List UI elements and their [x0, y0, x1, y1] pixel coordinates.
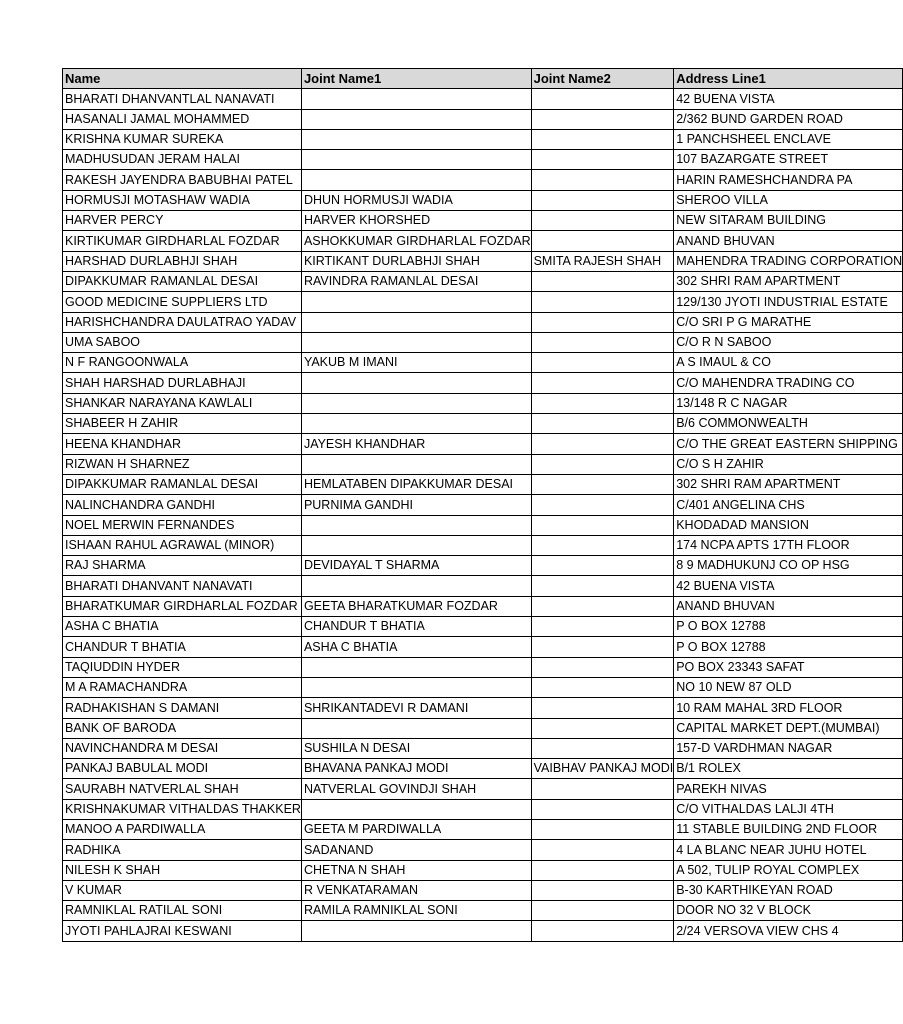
- cell-address-line1[interactable]: C/O S H ZAHIR: [674, 454, 903, 474]
- cell-name[interactable]: NALINCHANDRA GANDHI: [63, 495, 302, 515]
- cell-joint-name1[interactable]: [301, 414, 531, 434]
- cell-joint-name2[interactable]: [531, 819, 674, 839]
- spreadsheet-table: [62, 68, 903, 942]
- cell-joint-name2[interactable]: [531, 677, 674, 697]
- header-row: [63, 69, 903, 89]
- cell-address-line1[interactable]: C/O VITHALDAS LALJI 4TH: [674, 799, 903, 819]
- cell-joint-name1[interactable]: KIRTIKANT DURLABHJI SHAH: [301, 251, 531, 271]
- cell-joint-name1[interactable]: ASHOKKUMAR GIRDHARLAL FOZDAR: [301, 231, 531, 251]
- table-row: [63, 495, 903, 515]
- table-row: [63, 211, 903, 231]
- cell-name[interactable]: BHARATKUMAR GIRDHARLAL FOZDAR: [63, 596, 302, 616]
- cell-address-line1[interactable]: CAPITAL MARKET DEPT.(MUMBAI): [674, 718, 903, 738]
- cell-joint-name2[interactable]: VAIBHAV PANKAJ MODI: [531, 759, 674, 779]
- cell-joint-name2[interactable]: SMITA RAJESH SHAH: [531, 251, 674, 271]
- table-row: [63, 860, 903, 880]
- cell-joint-name1[interactable]: ASHA C BHATIA: [301, 637, 531, 657]
- cell-name[interactable]: MADHUSUDAN JERAM HALAI: [63, 150, 302, 170]
- cell-address-line1[interactable]: ANAND BHUVAN: [674, 231, 903, 251]
- cell-joint-name2[interactable]: [531, 738, 674, 758]
- table-body: [63, 89, 903, 941]
- cell-joint-name2[interactable]: [531, 657, 674, 677]
- cell-joint-name2[interactable]: [531, 312, 674, 332]
- cell-address-line1[interactable]: C/401 ANGELINA CHS: [674, 495, 903, 515]
- cell-address-line1[interactable]: 8 9 MADHUKUNJ CO OP HSG: [674, 556, 903, 576]
- cell-joint-name1[interactable]: [301, 150, 531, 170]
- cell-name[interactable]: MANOO A PARDIWALLA: [63, 819, 302, 839]
- cell-name[interactable]: RIZWAN H SHARNEZ: [63, 454, 302, 474]
- cell-joint-name1[interactable]: HEMLATABEN DIPAKKUMAR DESAI: [301, 474, 531, 494]
- cell-name[interactable]: CHANDUR T BHATIA: [63, 637, 302, 657]
- cell-name[interactable]: NILESH K SHAH: [63, 860, 302, 880]
- cell-name[interactable]: KRISHNAKUMAR VITHALDAS THAKKER: [63, 799, 302, 819]
- cell-address-line1[interactable]: 174 NCPA APTS 17TH FLOOR: [674, 535, 903, 555]
- cell-joint-name1[interactable]: [301, 170, 531, 190]
- cell-address-line1[interactable]: MAHENDRA TRADING CORPORATION: [674, 251, 903, 271]
- cell-joint-name2[interactable]: [531, 454, 674, 474]
- table-row: [63, 271, 903, 291]
- cell-joint-name2[interactable]: [531, 779, 674, 799]
- cell-address-line1[interactable]: 302 SHRI RAM APARTMENT: [674, 474, 903, 494]
- table-row: [63, 150, 903, 170]
- cell-name[interactable]: BANK OF BARODA: [63, 718, 302, 738]
- cell-joint-name2[interactable]: [531, 271, 674, 291]
- cell-name[interactable]: DIPAKKUMAR RAMANLAL DESAI: [63, 474, 302, 494]
- table-row: [63, 434, 903, 454]
- cell-joint-name2[interactable]: [531, 292, 674, 312]
- cell-joint-name2[interactable]: [531, 89, 674, 109]
- cell-joint-name2[interactable]: [531, 353, 674, 373]
- cell-joint-name1[interactable]: HARVER KHORSHED: [301, 211, 531, 231]
- cell-joint-name1[interactable]: [301, 576, 531, 596]
- cell-joint-name1[interactable]: [301, 332, 531, 352]
- cell-joint-name1[interactable]: RAMILA RAMNIKLAL SONI: [301, 901, 531, 921]
- table-row: [63, 901, 903, 921]
- cell-joint-name1[interactable]: [301, 657, 531, 677]
- cell-joint-name1[interactable]: CHETNA N SHAH: [301, 860, 531, 880]
- table-row: [63, 576, 903, 596]
- cell-name[interactable]: UMA SABOO: [63, 332, 302, 352]
- cell-joint-name1[interactable]: [301, 129, 531, 149]
- cell-joint-name2[interactable]: [531, 332, 674, 352]
- cell-joint-name1[interactable]: [301, 292, 531, 312]
- cell-name[interactable]: HASANALI JAMAL MOHAMMED: [63, 109, 302, 129]
- cell-joint-name2[interactable]: [531, 373, 674, 393]
- cell-joint-name2[interactable]: [531, 617, 674, 637]
- cell-joint-name2[interactable]: [531, 515, 674, 535]
- cell-address-line1[interactable]: ANAND BHUVAN: [674, 596, 903, 616]
- cell-name[interactable]: BHARATI DHANVANTLAL NANAVATI: [63, 89, 302, 109]
- cell-joint-name2[interactable]: [531, 880, 674, 900]
- cell-joint-name1[interactable]: [301, 312, 531, 332]
- cell-joint-name2[interactable]: [531, 109, 674, 129]
- cell-address-line1[interactable]: C/O R N SABOO: [674, 332, 903, 352]
- table-row: [63, 89, 903, 109]
- cell-name[interactable]: ASHA C BHATIA: [63, 617, 302, 637]
- table-row: [63, 840, 903, 860]
- cell-name[interactable]: NOEL MERWIN FERNANDES: [63, 515, 302, 535]
- table-row: [63, 414, 903, 434]
- cell-address-line1[interactable]: 10 RAM MAHAL 3RD FLOOR: [674, 698, 903, 718]
- table-row: [63, 677, 903, 697]
- cell-address-line1[interactable]: A 502, TULIP ROYAL COMPLEX: [674, 860, 903, 880]
- cell-joint-name1[interactable]: DHUN HORMUSJI WADIA: [301, 190, 531, 210]
- cell-joint-name2[interactable]: [531, 840, 674, 860]
- cell-name[interactable]: SAURABH NATVERLAL SHAH: [63, 779, 302, 799]
- table-row: [63, 596, 903, 616]
- table-row: [63, 698, 903, 718]
- cell-joint-name1[interactable]: [301, 677, 531, 697]
- cell-joint-name1[interactable]: [301, 89, 531, 109]
- cell-joint-name1[interactable]: [301, 515, 531, 535]
- cell-name[interactable]: N F RANGOONWALA: [63, 353, 302, 373]
- cell-joint-name2[interactable]: [531, 231, 674, 251]
- table-row: [63, 718, 903, 738]
- cell-joint-name1[interactable]: [301, 921, 531, 941]
- table-row: [63, 312, 903, 332]
- cell-joint-name2[interactable]: [531, 799, 674, 819]
- cell-joint-name2[interactable]: [531, 495, 674, 515]
- table-row: [63, 921, 903, 941]
- table-row: [63, 353, 903, 373]
- cell-joint-name1[interactable]: [301, 535, 531, 555]
- cell-joint-name1[interactable]: DEVIDAYAL T SHARMA: [301, 556, 531, 576]
- cell-joint-name2[interactable]: [531, 170, 674, 190]
- cell-joint-name1[interactable]: [301, 454, 531, 474]
- cell-address-line1[interactable]: C/O THE GREAT EASTERN SHIPPING: [674, 434, 903, 454]
- cell-address-line1[interactable]: A S IMAUL & CO: [674, 353, 903, 373]
- cell-joint-name1[interactable]: SHRIKANTADEVI R DAMANI: [301, 698, 531, 718]
- cell-name[interactable]: M A RAMACHANDRA: [63, 677, 302, 697]
- cell-joint-name1[interactable]: BHAVANA PANKAJ MODI: [301, 759, 531, 779]
- table-row: [63, 332, 903, 352]
- header-joint-name2[interactable]: Joint Name2: [531, 69, 674, 89]
- cell-joint-name2[interactable]: [531, 718, 674, 738]
- cell-name[interactable]: RAMNIKLAL RATILAL SONI: [63, 901, 302, 921]
- cell-name[interactable]: HORMUSJI MOTASHAW WADIA: [63, 190, 302, 210]
- cell-joint-name1[interactable]: CHANDUR T BHATIA: [301, 617, 531, 637]
- table-row: [63, 292, 903, 312]
- cell-address-line1[interactable]: B-30 KARTHIKEYAN ROAD: [674, 880, 903, 900]
- cell-joint-name1[interactable]: YAKUB M IMANI: [301, 353, 531, 373]
- cell-name[interactable]: PANKAJ BABULAL MODI: [63, 759, 302, 779]
- cell-address-line1[interactable]: P O BOX 12788: [674, 637, 903, 657]
- cell-joint-name2[interactable]: [531, 190, 674, 210]
- cell-address-line1[interactable]: 157-D VARDHMAN NAGAR: [674, 738, 903, 758]
- cell-joint-name2[interactable]: [531, 576, 674, 596]
- table-row: [63, 556, 903, 576]
- table-row: [63, 880, 903, 900]
- cell-joint-name1[interactable]: GEETA M PARDIWALLA: [301, 819, 531, 839]
- cell-joint-name1[interactable]: R VENKATARAMAN: [301, 880, 531, 900]
- cell-name[interactable]: KRISHNA KUMAR SUREKA: [63, 129, 302, 149]
- cell-address-line1[interactable]: NO 10 NEW 87 OLD: [674, 677, 903, 697]
- table-row: [63, 657, 903, 677]
- cell-name[interactable]: HARSHAD DURLABHJI SHAH: [63, 251, 302, 271]
- table-row: [63, 637, 903, 657]
- cell-name[interactable]: RAKESH JAYENDRA BABUBHAI PATEL: [63, 170, 302, 190]
- cell-joint-name1[interactable]: PURNIMA GANDHI: [301, 495, 531, 515]
- table-row: [63, 779, 903, 799]
- cell-address-line1[interactable]: C/O MAHENDRA TRADING CO: [674, 373, 903, 393]
- table-row: [63, 231, 903, 251]
- cell-joint-name2[interactable]: [531, 921, 674, 941]
- cell-joint-name1[interactable]: NATVERLAL GOVINDJI SHAH: [301, 779, 531, 799]
- cell-address-line1[interactable]: 302 SHRI RAM APARTMENT: [674, 271, 903, 291]
- cell-name[interactable]: BHARATI DHANVANT NANAVATI: [63, 576, 302, 596]
- table-row: [63, 474, 903, 494]
- cell-address-line1[interactable]: 1 PANCHSHEEL ENCLAVE: [674, 129, 903, 149]
- table-row: [63, 515, 903, 535]
- cell-address-line1[interactable]: B/6 COMMONWEALTH: [674, 414, 903, 434]
- table-row: [63, 738, 903, 758]
- cell-name[interactable]: RAJ SHARMA: [63, 556, 302, 576]
- cell-name[interactable]: GOOD MEDICINE SUPPLIERS LTD: [63, 292, 302, 312]
- cell-address-line1[interactable]: 13/148 R C NAGAR: [674, 393, 903, 413]
- cell-joint-name2[interactable]: [531, 637, 674, 657]
- cell-joint-name2[interactable]: [531, 474, 674, 494]
- cell-joint-name1[interactable]: [301, 393, 531, 413]
- cell-name[interactable]: ISHAAN RAHUL AGRAWAL (MINOR): [63, 535, 302, 555]
- cell-address-line1[interactable]: NEW SITARAM BUILDING: [674, 211, 903, 231]
- cell-address-line1[interactable]: 42 BUENA VISTA: [674, 576, 903, 596]
- cell-address-line1[interactable]: 42 BUENA VISTA: [674, 89, 903, 109]
- table-row: [63, 393, 903, 413]
- cell-joint-name1[interactable]: GEETA BHARATKUMAR FOZDAR: [301, 596, 531, 616]
- cell-joint-name2[interactable]: [531, 535, 674, 555]
- table-row: [63, 799, 903, 819]
- cell-name[interactable]: DIPAKKUMAR RAMANLAL DESAI: [63, 271, 302, 291]
- cell-address-line1[interactable]: P O BOX 12788: [674, 617, 903, 637]
- cell-name[interactable]: SHANKAR NARAYANA KAWLALI: [63, 393, 302, 413]
- header-joint-name1[interactable]: Joint Name1: [301, 69, 531, 89]
- cell-name[interactable]: RADHAKISHAN S DAMANI: [63, 698, 302, 718]
- cell-joint-name1[interactable]: SUSHILA N DESAI: [301, 738, 531, 758]
- cell-address-line1[interactable]: 107 BAZARGATE STREET: [674, 150, 903, 170]
- table-row: [63, 819, 903, 839]
- cell-joint-name2[interactable]: [531, 556, 674, 576]
- table-row: [63, 759, 903, 779]
- cell-name[interactable]: SHABEER H ZAHIR: [63, 414, 302, 434]
- cell-joint-name2[interactable]: [531, 901, 674, 921]
- cell-name[interactable]: TAQIUDDIN HYDER: [63, 657, 302, 677]
- header-name[interactable]: Name: [63, 69, 302, 89]
- cell-address-line1[interactable]: 11 STABLE BUILDING 2ND FLOOR: [674, 819, 903, 839]
- cell-address-line1[interactable]: 2/362 BUND GARDEN ROAD: [674, 109, 903, 129]
- cell-address-line1[interactable]: PAREKH NIVAS: [674, 779, 903, 799]
- cell-address-line1[interactable]: 4 LA BLANC NEAR JUHU HOTEL: [674, 840, 903, 860]
- cell-joint-name2[interactable]: [531, 393, 674, 413]
- cell-address-line1[interactable]: HARIN RAMESHCHANDRA PA: [674, 170, 903, 190]
- cell-name[interactable]: HARVER PERCY: [63, 211, 302, 231]
- cell-joint-name2[interactable]: [531, 211, 674, 231]
- cell-joint-name2[interactable]: [531, 860, 674, 880]
- table-row: [63, 454, 903, 474]
- cell-joint-name2[interactable]: [531, 150, 674, 170]
- table-row: [63, 617, 903, 637]
- cell-joint-name2[interactable]: [531, 414, 674, 434]
- cell-joint-name1[interactable]: JAYESH KHANDHAR: [301, 434, 531, 454]
- table-row: [63, 535, 903, 555]
- cell-joint-name1[interactable]: RAVINDRA RAMANLAL DESAI: [301, 271, 531, 291]
- cell-joint-name2[interactable]: [531, 596, 674, 616]
- header-address-line1[interactable]: Address Line1: [674, 69, 903, 89]
- cell-address-line1[interactable]: 129/130 JYOTI INDUSTRIAL ESTATE: [674, 292, 903, 312]
- table-row: [63, 190, 903, 210]
- table-row: [63, 170, 903, 190]
- cell-name[interactable]: NAVINCHANDRA M DESAI: [63, 738, 302, 758]
- cell-address-line1[interactable]: KHODADAD MANSION: [674, 515, 903, 535]
- cell-joint-name1[interactable]: SADANAND: [301, 840, 531, 860]
- cell-joint-name1[interactable]: [301, 373, 531, 393]
- cell-name[interactable]: KIRTIKUMAR GIRDHARLAL FOZDAR: [63, 231, 302, 251]
- cell-address-line1[interactable]: B/1 ROLEX: [674, 759, 903, 779]
- cell-address-line1[interactable]: C/O SRI P G MARATHE: [674, 312, 903, 332]
- table-row: [63, 129, 903, 149]
- cell-joint-name1[interactable]: [301, 109, 531, 129]
- cell-name[interactable]: SHAH HARSHAD DURLABHAJI: [63, 373, 302, 393]
- cell-name[interactable]: RADHIKA: [63, 840, 302, 860]
- cell-address-line1[interactable]: 2/24 VERSOVA VIEW CHS 4: [674, 921, 903, 941]
- cell-name[interactable]: HARISHCHANDRA DAULATRAO YADAV: [63, 312, 302, 332]
- cell-name[interactable]: V KUMAR: [63, 880, 302, 900]
- cell-name[interactable]: JYOTI PAHLAJRAI KESWANI: [63, 921, 302, 941]
- cell-joint-name2[interactable]: [531, 129, 674, 149]
- cell-address-line1[interactable]: PO BOX 23343 SAFAT: [674, 657, 903, 677]
- cell-address-line1[interactable]: SHEROO VILLA: [674, 190, 903, 210]
- cell-name[interactable]: HEENA KHANDHAR: [63, 434, 302, 454]
- cell-joint-name2[interactable]: [531, 698, 674, 718]
- cell-joint-name1[interactable]: [301, 718, 531, 738]
- cell-joint-name1[interactable]: [301, 799, 531, 819]
- table-row: [63, 373, 903, 393]
- table-row: [63, 251, 903, 271]
- cell-address-line1[interactable]: DOOR NO 32 V BLOCK: [674, 901, 903, 921]
- table-row: [63, 109, 903, 129]
- cell-joint-name2[interactable]: [531, 434, 674, 454]
